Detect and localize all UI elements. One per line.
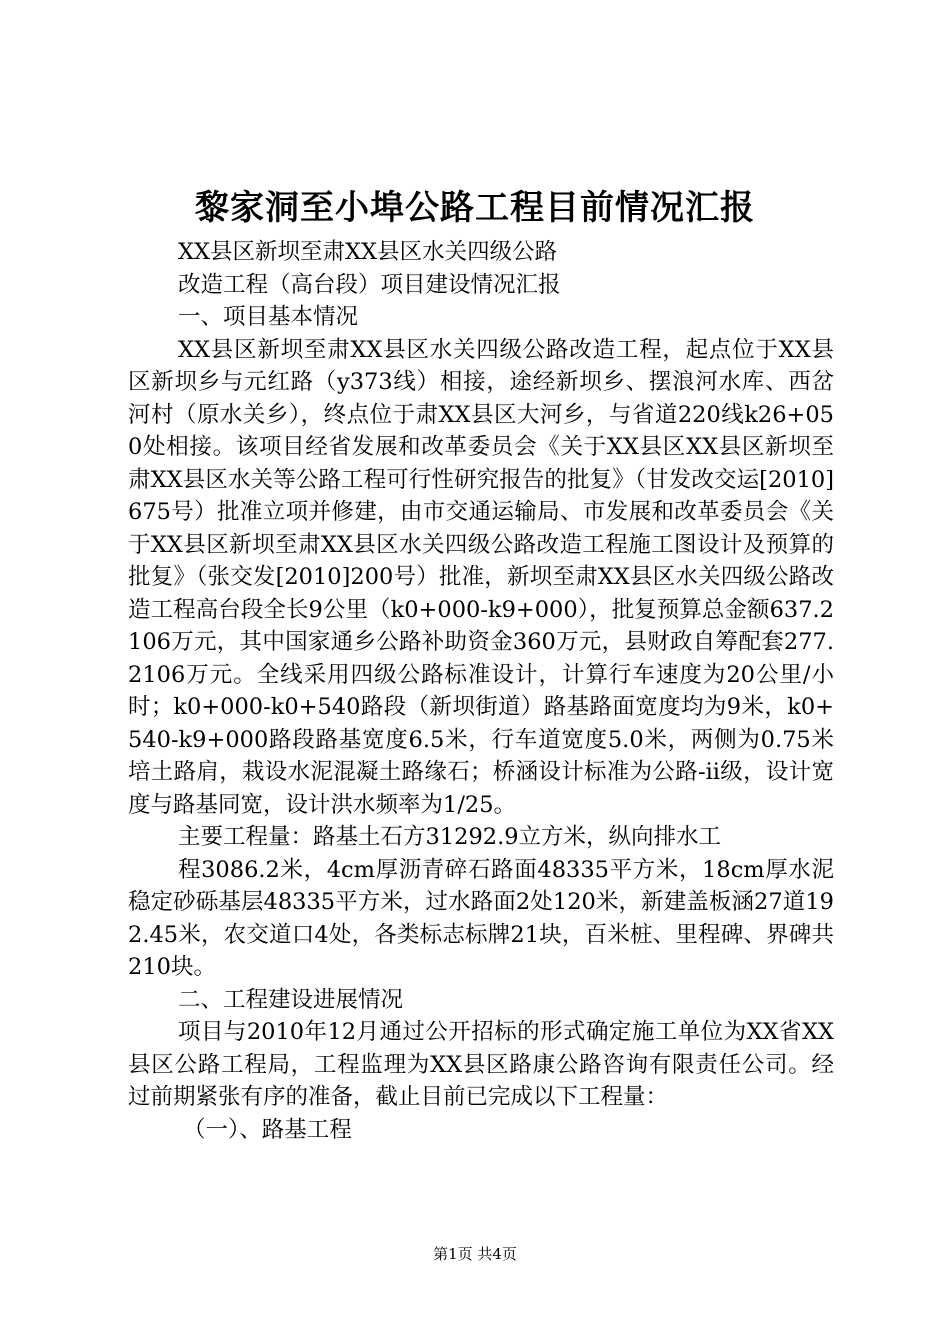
quantities-line-1: 主要工程量：路基土石方31292.9立方米，纵向排水工 — [178, 824, 722, 850]
quantities-paragraph: 程3086.2米，4cm厚沥青碎石路面48335平方米，18cm厚水泥稳定砂砾基层48335平方米，过水路面2处120米，新建盖板涵27道192.45米，农交道口4处，各类标志标牌21块，百米桩、里程碑、界碑共210块。 — [128, 856, 834, 980]
subsection-1-heading: （一）、路基工程 — [183, 1116, 352, 1143]
section-2-heading: 二、工程建设进展情况 — [178, 986, 404, 1013]
document-body — [128, 236, 834, 1146]
section-1-heading: 一、项目基本情况 — [178, 304, 359, 330]
document-title: 黎家洞至小埠公路工程目前情况汇报 — [195, 188, 755, 228]
section-1-paragraph: XX县区新坝至肃XX县区水关四级公路改造工程，起点位于XX县区新坝乡与元红路（y373线）相接，途经新坝乡、摆浪河水库、西岔河村（原水关乡），终点位于肃XX县区大河乡，与省道220线k26+050处相接。该项目经省发展和改革委员会《关于XX县区XX县区新坝至肃XX县区水关等公路工程可行性研究报告的批复》（甘发改交运[2010]675号）批准立项并修建，由市交通运输局、市发展和改革委员会《关于XX县区新坝至肃XX县区水关四级公路改造工程施工图设计及预算的批复》（张交发[2010]200号）批准，新坝至肃XX县区水关四级公路改造工程高台段全长9公里（k0+000-k9+000），批复预算总金额637.2106万元，其中国家通乡公路补助资金360万元，县财政自筹配套277.2106万元。全线采用四级公路标准设计，计算行车速度为20公里/小时；k0+000-k0+540路段（新坝街道）路基路面宽度均为9米，k0+540-k9+000路段路基宽度6.5米，行车道宽度5.0米，两侧为0.75米培土路肩，栽设水泥混凝土路缘石；桥涵设计标准为公路-ii级，设计宽度与路基同宽，设计洪水频率为1/25。 — [128, 336, 834, 818]
page-footer: 第1页 共4页 — [433, 1245, 517, 1263]
subtitle-line-2: 改造工程（高台段）项目建设情况汇报 — [178, 271, 561, 298]
section-2-paragraph: 项目与2010年12月通过公开招标的形式确定施工单位为XX省XX县区公路工程局，工程监理为XX县区路康公路咨询有限责任公司。经过前期紧张有序的准备，截止目前已完成以下工程量： — [128, 1019, 834, 1110]
subtitle-line-1: XX县区新坝至肃XX县区水关四级公路 — [178, 239, 558, 265]
